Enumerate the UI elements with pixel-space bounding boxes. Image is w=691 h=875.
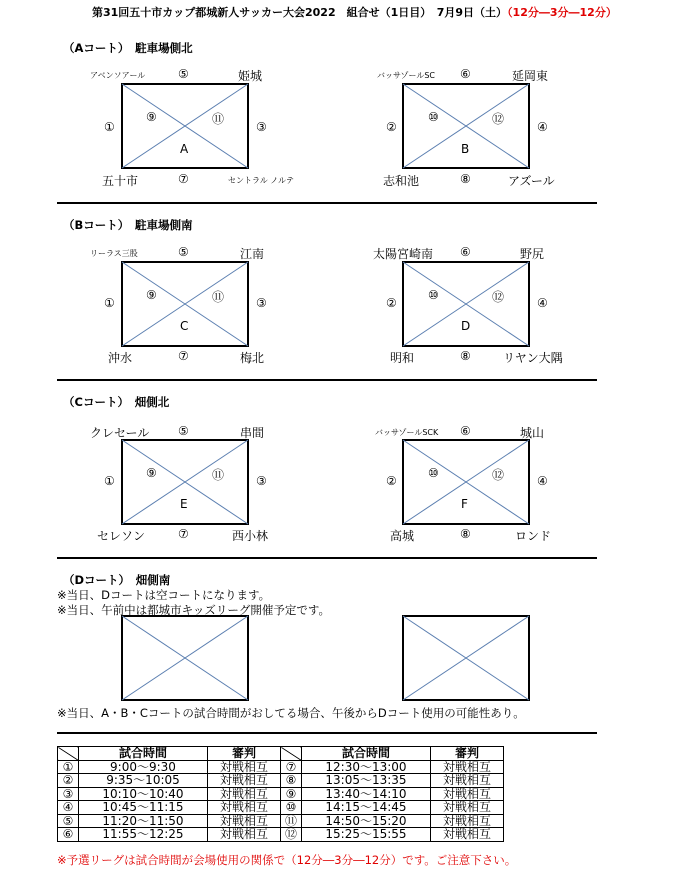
team-label: 志和池 xyxy=(383,174,420,188)
time-cell: 9:35～10:05 xyxy=(79,774,208,788)
table-row xyxy=(58,774,504,788)
referee-cell: 対戦相互 xyxy=(431,787,504,801)
section-divider xyxy=(57,557,597,559)
team-label: 五十市 xyxy=(102,174,139,188)
referee-cell: 対戦相互 xyxy=(431,801,504,815)
match-number: ① xyxy=(104,474,115,488)
match-number-cell: ⑥ xyxy=(58,828,79,842)
court-d-heading: （Dコート） 畑側南 xyxy=(63,573,171,587)
time-cell: 15:25～15:55 xyxy=(302,828,431,842)
team-label: 明和 xyxy=(390,351,415,365)
match-number: ⑩ xyxy=(428,110,439,124)
referee-cell: 対戦相互 xyxy=(208,774,281,788)
match-number: ② xyxy=(386,120,397,134)
referee-cell: 対戦相互 xyxy=(208,787,281,801)
table-row xyxy=(58,814,504,828)
match-number: ④ xyxy=(537,474,548,488)
diagonal-cell xyxy=(281,747,302,761)
team-label: 城山 xyxy=(520,426,545,440)
table-row xyxy=(58,801,504,815)
match-number: ⑦ xyxy=(178,527,189,541)
section-divider xyxy=(57,732,597,734)
match-number-cell: ① xyxy=(58,760,79,774)
match-number: ⑨ xyxy=(146,466,157,480)
match-number-cell: ⑦ xyxy=(281,760,302,774)
team-label: 串間 xyxy=(240,426,265,440)
diagonal-cell xyxy=(58,747,79,761)
page-title xyxy=(92,4,617,20)
field-letter: A xyxy=(180,142,189,156)
team-label: 沖水 xyxy=(108,351,133,365)
column-header: 審判 xyxy=(431,747,504,761)
match-number: ② xyxy=(386,296,397,310)
field-diagram-c xyxy=(121,261,249,347)
team-label: アベンソアール xyxy=(90,71,146,80)
team-label: 姫城 xyxy=(238,69,263,83)
column-header: 試合時間 xyxy=(302,747,431,761)
table-row xyxy=(58,787,504,801)
match-number: ③ xyxy=(256,296,267,310)
match-number: ⑫ xyxy=(492,468,505,482)
match-number: ⑦ xyxy=(178,172,189,186)
match-number: ⑧ xyxy=(460,527,471,541)
time-cell: 10:45～11:15 xyxy=(79,801,208,815)
field-diagram-d-court-2 xyxy=(402,615,530,701)
match-number: ④ xyxy=(537,296,548,310)
schedule-table xyxy=(57,746,504,842)
referee-cell: 対戦相互 xyxy=(431,760,504,774)
match-number: ⑤ xyxy=(178,424,189,438)
field-letter: D xyxy=(461,319,471,333)
court-b-heading: （Bコート） 駐車場側南 xyxy=(63,218,193,232)
match-number: ⑥ xyxy=(460,424,471,438)
match-number: ⑥ xyxy=(460,67,471,81)
team-label: 太陽宮崎南 xyxy=(373,247,434,261)
match-number: ⑫ xyxy=(492,112,505,126)
match-number: ⑩ xyxy=(428,288,439,302)
section-divider xyxy=(57,379,597,381)
time-cell: 11:20～11:50 xyxy=(79,814,208,828)
time-cell: 14:15～14:45 xyxy=(302,801,431,815)
court-c-heading: （Cコート） 畑側北 xyxy=(63,395,170,409)
match-number: ⑤ xyxy=(178,67,189,81)
referee-cell: 対戦相互 xyxy=(208,828,281,842)
match-number: ③ xyxy=(256,120,267,134)
referee-cell: 対戦相互 xyxy=(431,774,504,788)
column-header: 審判 xyxy=(208,747,281,761)
team-label: ロンド xyxy=(515,529,552,543)
team-label: 江南 xyxy=(240,247,265,261)
column-header: 試合時間 xyxy=(79,747,208,761)
referee-cell: 対戦相互 xyxy=(208,760,281,774)
match-number: ⑪ xyxy=(212,468,225,482)
team-label: リヤン大隅 xyxy=(503,351,563,365)
match-number-cell: ⑩ xyxy=(281,801,302,815)
match-number: ⑨ xyxy=(146,288,157,302)
field-letter: E xyxy=(180,497,188,511)
table-header-row xyxy=(58,747,504,761)
match-number-cell: ⑨ xyxy=(281,787,302,801)
match-number-cell: ⑪ xyxy=(281,814,302,828)
team-label: 梅北 xyxy=(240,351,265,365)
match-number: ① xyxy=(104,296,115,310)
referee-cell: 対戦相互 xyxy=(431,814,504,828)
referee-cell: 対戦相互 xyxy=(208,801,281,815)
team-label: セレソン xyxy=(97,529,146,543)
team-label: 野尻 xyxy=(520,247,545,261)
section-divider xyxy=(57,202,597,204)
title-main: 第31回五十市カップ都城新人サッカー大会2022 組合せ（1日目） 7月9日（土） xyxy=(92,6,508,19)
match-number-cell: ⑧ xyxy=(281,774,302,788)
match-number: ⑪ xyxy=(212,112,225,126)
table-row xyxy=(58,828,504,842)
time-cell: 13:40～14:10 xyxy=(302,787,431,801)
match-number-cell: ② xyxy=(58,774,79,788)
match-number-cell: ⑤ xyxy=(58,814,79,828)
time-cell: 11:55～12:25 xyxy=(79,828,208,842)
team-label: 延岡東 xyxy=(512,69,549,83)
field-letter: B xyxy=(461,142,470,156)
referee-cell: 対戦相互 xyxy=(431,828,504,842)
match-number: ⑧ xyxy=(460,172,471,186)
match-number-cell: ③ xyxy=(58,787,79,801)
match-number: ⑪ xyxy=(212,290,225,304)
referee-cell: 対戦相互 xyxy=(208,814,281,828)
time-cell: 10:10～10:40 xyxy=(79,787,208,801)
team-label: クレセール xyxy=(90,426,150,440)
match-number: ④ xyxy=(537,120,548,134)
match-number: ⑥ xyxy=(460,245,471,259)
court-d-note: ※当日、A・B・Cコートの試合時間がおしてる場合、午後からDコート使用の可能性あり。 xyxy=(57,706,525,720)
title-format: （12分―3分―12分） xyxy=(507,6,617,19)
match-number: ⑩ xyxy=(428,466,439,480)
time-cell: 14:50～15:20 xyxy=(302,814,431,828)
team-label: 高城 xyxy=(390,529,415,543)
field-diagram-b xyxy=(402,83,530,169)
time-cell: 12:30～13:00 xyxy=(302,760,431,774)
match-number-cell: ④ xyxy=(58,801,79,815)
team-label: アズール xyxy=(508,174,555,188)
field-diagram-d xyxy=(402,261,530,347)
field-diagram-a xyxy=(121,83,249,169)
match-number: ③ xyxy=(256,474,267,488)
match-number-cell: ⑫ xyxy=(281,828,302,842)
match-number: ⑨ xyxy=(146,110,157,124)
match-number: ① xyxy=(104,120,115,134)
field-letter: C xyxy=(180,319,189,333)
team-label: バッサゾールSCK xyxy=(375,428,439,437)
match-number: ⑤ xyxy=(178,245,189,259)
field-diagram-f xyxy=(402,439,530,525)
footer-note: ※予選リーグは試合時間が会場使用の関係で（12分―3分―12分）です。ご注意下さい。 xyxy=(57,853,517,867)
table-row xyxy=(58,760,504,774)
match-number: ② xyxy=(386,474,397,488)
field-diagram-d-court-1 xyxy=(121,615,249,701)
time-cell: 9:00～9:30 xyxy=(79,760,208,774)
team-label: 西小林 xyxy=(232,529,269,543)
court-d-note: ※当日、Dコートは空コートになります。 xyxy=(57,588,271,602)
court-a-heading: （Aコート） 駐車場側北 xyxy=(63,41,193,55)
field-letter: F xyxy=(461,497,468,511)
team-label: リーラス三股 xyxy=(90,249,138,258)
team-label: バッサゾールSC xyxy=(377,71,436,80)
time-cell: 13:05～13:35 xyxy=(302,774,431,788)
match-number: ⑫ xyxy=(492,290,505,304)
match-number: ⑧ xyxy=(460,349,471,363)
match-number: ⑦ xyxy=(178,349,189,363)
field-diagram-e xyxy=(121,439,249,525)
court-d-note: ※当日、午前中は都城市キッズリーグ開催予定です。 xyxy=(57,603,330,617)
team-label: セントラル ノルテ xyxy=(228,176,294,185)
